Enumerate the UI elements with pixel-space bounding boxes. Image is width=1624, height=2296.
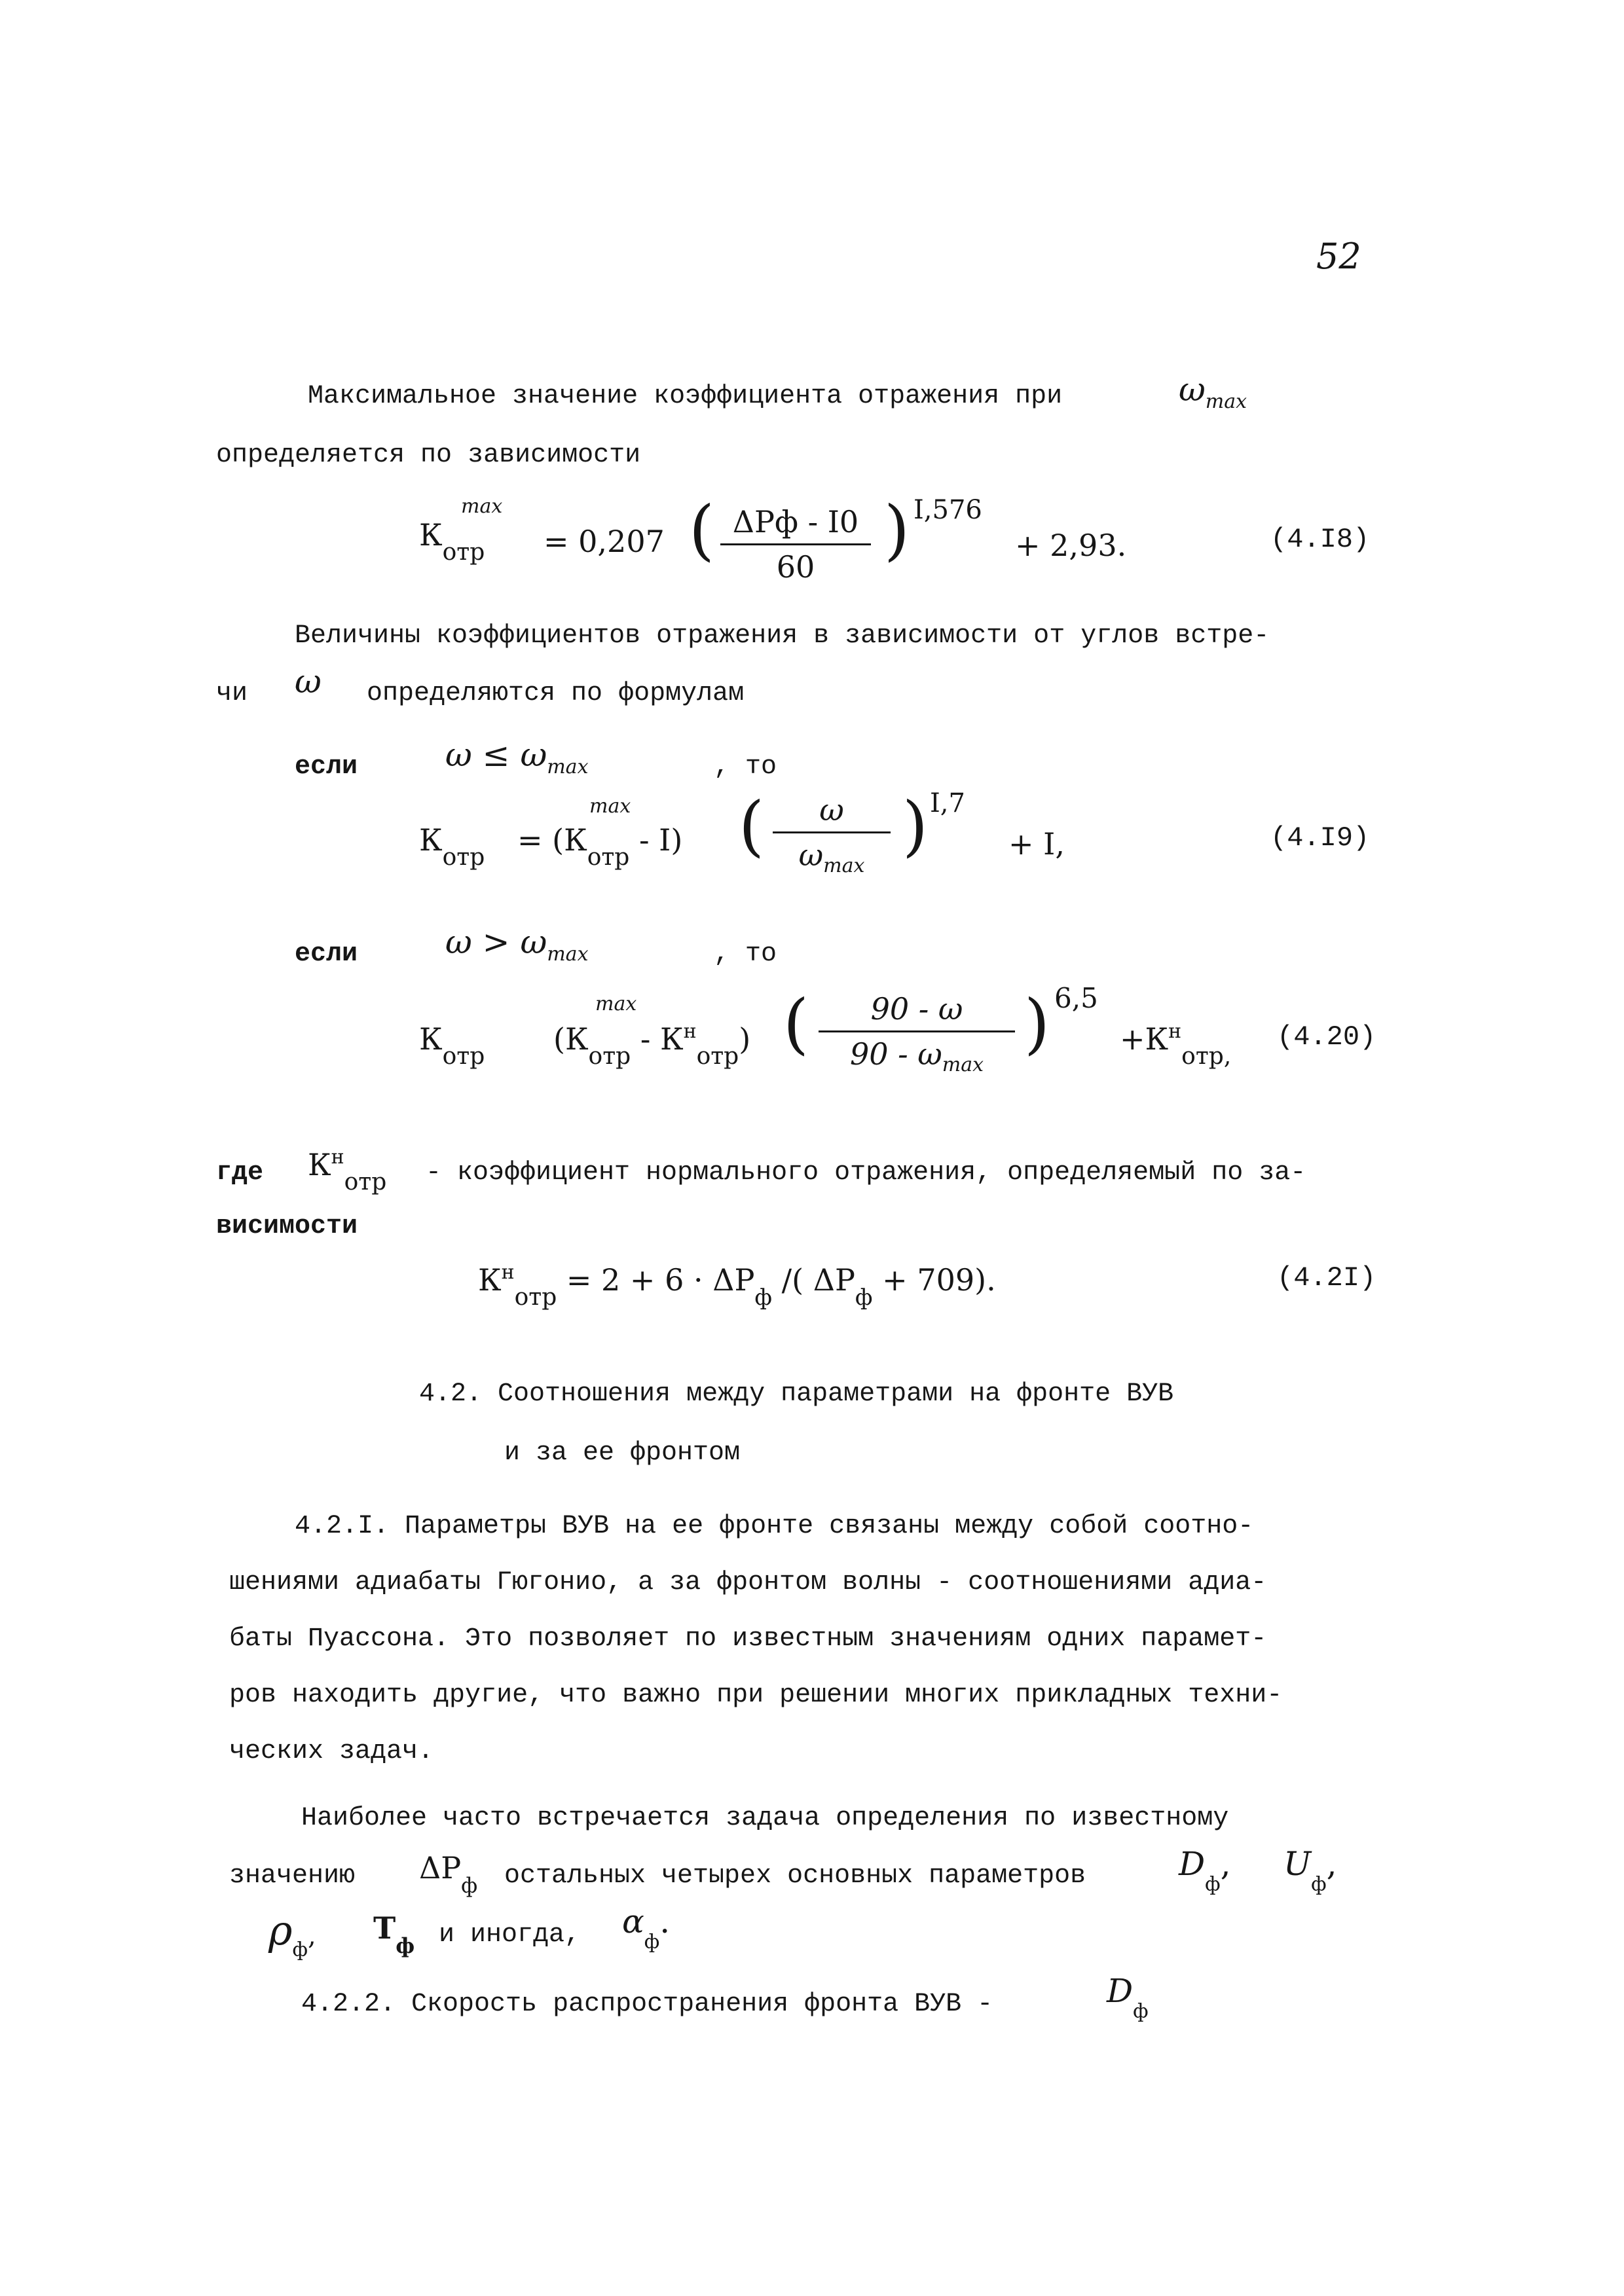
where-word: где [216,1158,264,1188]
equation-4-18-coefficient: = 0,207 [544,524,665,559]
equation-4-21: $К^н_{отр} = 2 + 6 \cdot \Delta P_ф$ /( $\Delta P_ф + 709$). [478,1261,996,1311]
fraction-denominator: $\omega_{max}$ [798,837,865,878]
fraction-denominator: $90 - \omega_{max}$ [849,1036,984,1077]
omega-symbol: ω [1179,371,1206,409]
equation-4-18-lhs: $К_{отр}$ max [419,495,503,566]
equation-4-20-tail: $+К^н_{отр,}$ [1120,1020,1232,1070]
paragraph-5-line-3-middle: и иногда, [439,1920,581,1950]
equation-4-20-lhs: $К_{отр}$ [419,1021,485,1070]
equation-4-18-tail: + 2,93. [1015,528,1127,563]
section-heading-line-1: 4.2. Соотношения между параметрами на фронте ВУВ [419,1379,1174,1409]
paragraph-4-line-2: шениями адиабаты Гюгонио, а за фронтом волны - соотношениями адиа- [229,1568,1267,1597]
paragraph-5-line-2-start: значению [229,1861,356,1891]
equation-number-4-20: (4.20) [1277,1021,1376,1053]
omega-subscript: max [1205,390,1247,413]
equation-number-4-18: (4.I8) [1270,524,1370,555]
paragraph-4-line-1: 4.2.I. Параметры ВУВ на ее фронте связаны между собой соотно- [295,1512,1254,1541]
fraction-denominator: 60 [776,549,815,585]
equation-4-19-exponent: I,7 [930,788,965,818]
condition-2-word: если [295,939,358,969]
paragraph-3-line-2: висимости [216,1212,358,1241]
omega-symbol: ω [295,663,322,701]
condition-1-expression: $\omega \le \omega_{max}$ [445,736,589,778]
alpha-symbol: $\alpha_ф$. [622,1903,671,1954]
left-paren: ( [783,985,809,1062]
paragraph-2-line-2-start: чи [216,679,248,708]
paragraph-3-line-1: - коэффициент нормального отражения, определяемый по за- [426,1158,1306,1188]
paragraph-6-text: 4.2.2. Скорость распространения фронта ВУВ - [301,1990,993,2019]
equation-number-4-19: (4.I9) [1270,822,1370,854]
delta-p-symbol: $\Delta P_ф$ [419,1850,478,1898]
paragraph-2-line-2-end: определяются по формулам [367,679,745,708]
T-symbol: $T_ф$ [373,1910,415,1958]
condition-2-expression: $\omega > \omega_{max}$ [445,923,589,966]
equation-4-20-fraction [819,991,1015,1076]
condition-2-then: , то [714,939,777,969]
k-normal-symbol: $К^н_{отр}$ [308,1146,387,1195]
right-paren: ) [884,492,910,568]
D-symbol: $D_ф$, [1179,1845,1231,1896]
D-front-symbol: $D_ф$ [1107,1972,1149,2023]
equation-4-19-fraction [773,792,891,877]
paragraph-5-line-1: Наиболее часто встречается задача определения по известному [301,1804,1229,1833]
equation-number-4-21: (4.2I) [1277,1262,1376,1294]
omega-max-symbol [1179,371,1247,413]
right-paren: ) [902,788,929,864]
paragraph-5-line-2-middle: остальных четырех основных параметров [504,1861,1086,1891]
equation-4-20-inner: ($К_{отр}$ max - $К^н_{отр}$) [553,993,751,1070]
page-number: 52 [1316,236,1361,277]
equation-4-18-exponent: I,576 [913,495,982,525]
left-paren: ( [739,788,765,864]
left-paren: ( [689,492,715,568]
paragraph-1-line-2: определяется по зависимости [216,441,641,470]
fraction-numerator: 90 - ω [870,991,963,1027]
section-heading-line-2: и за ее фронтом [504,1438,741,1468]
rho-symbol: $\rho_ф$, [268,1906,316,1961]
paragraph-4-line-4: ров находить другие, что важно при решении многих прикладных техни- [229,1681,1283,1710]
condition-1-word: если [295,752,358,782]
equation-4-18-fraction [720,504,871,585]
paragraph-4-line-3: баты Пуассона. Это позволяет по известным значениям одних парамет- [229,1624,1267,1654]
equation-4-19-lhs: $К_{отр}$ [419,822,485,871]
paragraph-4-line-5: ческих задач. [229,1737,434,1766]
fraction-numerator: ω [819,792,844,828]
equation-4-19-tail: + I, [1008,826,1065,862]
paragraph-1-line-1: Максимальное значение коэффициента отражения при [308,382,1063,411]
condition-1-then: , то [714,752,777,782]
u-symbol: $U_ф$, [1283,1845,1337,1896]
fraction-numerator: ΔPф - I0 [732,504,859,539]
equation-4-20-exponent: 6,5 [1054,982,1098,1014]
paragraph-2-line-1: Величины коэффициентов отражения в зависимости от углов встре- [295,621,1270,651]
right-paren: ) [1024,985,1050,1062]
equation-4-19-inner: = ($К_{отр}$ max - I) [517,795,683,871]
